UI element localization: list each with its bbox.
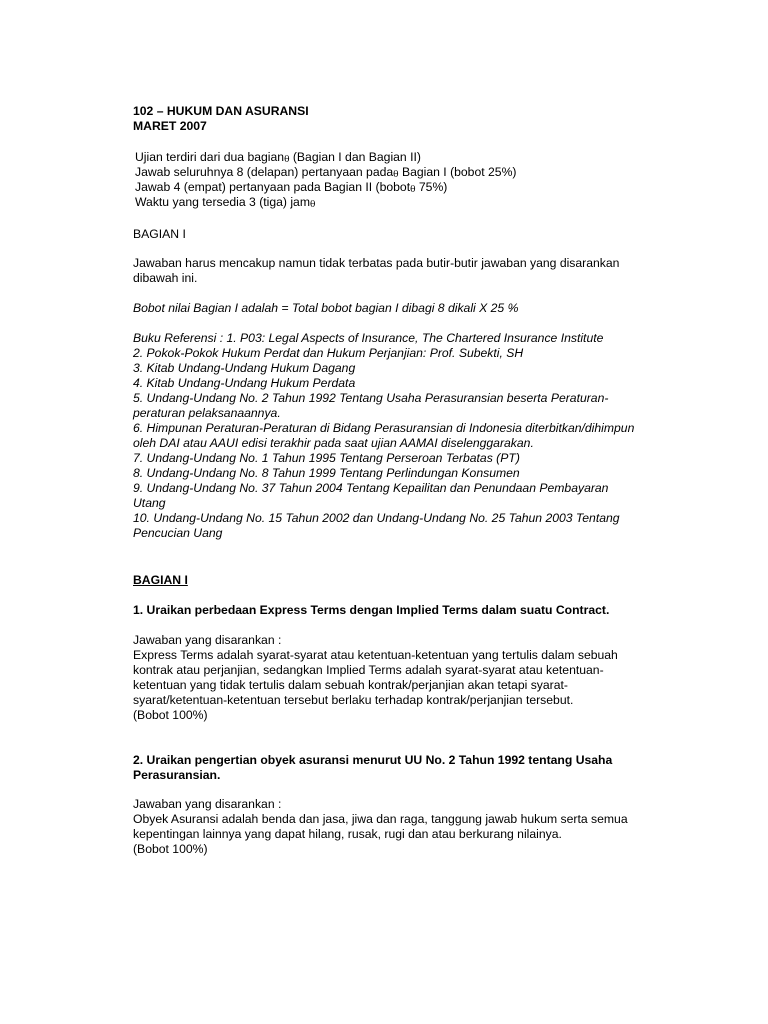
answer-label: Jawaban yang disarankan : [133,633,282,647]
reference-item: 4. Kitab Undang-Undang Hukum Perdata [133,376,356,390]
answer-label: Jawaban yang disarankan : [133,797,282,811]
exam-date: MARET 2007 [133,119,207,133]
answer-note: Jawaban harus mencakup namun tidak terbatas pada butir-butir jawaban yang disarankan dibawah ini. [133,256,620,285]
answer-line: ketentuan yang tidak tertulis dalam sebuah kontrak/perjanjian akan tetapi syarat- [133,678,568,692]
answer-line: kepentingan lainnya yang dapat hilang, rusak, rugi dan atau berkurang nilainya. [133,827,562,841]
score-note: Bobot nilai Bagian I adalah = Total bobot bagian I dibagi 8 dikali X 25 % [133,301,519,315]
question-1: 1. Uraikan perbedaan Express Terms dengan Implied Terms dalam suatu Contract. [133,603,610,617]
section-heading-underlined: BAGIAN I [133,573,188,587]
instruction-line: Ujian terdiri dari dua bagianθ (Bagian I dan Bagian II) [135,150,421,165]
reference-item: 7. Undang-Undang No. 1 Tahun 1995 Tentang Perseroan Terbatas (PT) [133,451,520,465]
theta-symbol: θ [410,185,416,195]
instruction-line: Waktu yang tersedia 3 (tiga) jamθ [135,195,316,210]
answer-1 [133,633,753,723]
reference-item: 10. Undang-Undang No. 15 Tahun 2002 dan Undang-Undang No. 25 Tahun 2003 Tentang [133,511,620,525]
reference-item: peraturan pelaksanaannya. [133,406,281,420]
reference-item: 2. Pokok-Pokok Hukum Perdat dan Hukum Perjanjian: Prof. Subekti, SH [133,346,524,360]
reference-item: 8. Undang-Undang No. 8 Tahun 1999 Tentang Perlindungan Konsumen [133,466,520,480]
answer-line: Obyek Asuransi adalah benda dan jasa, jiwa dan raga, tanggung jawab hukum serta semua [133,812,628,826]
reference-item: Buku Referensi : 1. P03: Legal Aspects of Insurance, The Chartered Insurance Institute [133,331,604,345]
exam-instructions [133,150,755,210]
theta-symbol: θ [284,155,290,165]
answer-2 [133,797,753,857]
reference-item: oleh DAI atau AAUI edisi terakhir pada saat ujian AAMAI diselenggarakan. [133,436,534,450]
weight-label: (Bobot 100%) [133,842,208,856]
reference-list [133,331,753,541]
answer-line: kontrak atau perjanjian, sedangkan Implied Terms adalah syarat-syarat atau ketentuan- [133,663,604,677]
theta-symbol: θ [310,200,316,210]
reference-item: Utang [133,496,166,510]
document-header [133,104,753,134]
weight-label: (Bobot 100%) [133,708,208,722]
reference-item: Pencucian Uang [133,526,223,540]
question-2: 2. Uraikan pengertian obyek asuransi menurut UU No. 2 Tahun 1992 tentang Usaha Perasuransian. [133,753,613,782]
reference-item: 6. Himpunan Peraturan-Peraturan di Bidang Perasuransian di Indonesia diterbitkan/dihimpun [133,421,635,435]
reference-item: 9. Undang-Undang No. 37 Tahun 2004 Tentang Kepailitan dan Penundaan Pembayaran [133,481,609,495]
answer-line: Express Terms adalah syarat-syarat atau ketentuan-ketentuan yang tertulis dalam sebuah [133,648,618,662]
answer-line: syarat/ketentuan-ketentuan tersebut berlaku terhadap kontrak/perjanjian tersebut. [133,693,574,707]
instruction-line: Jawab 4 (empat) pertanyaan pada Bagian II (bobotθ 75%) [135,180,448,195]
theta-symbol: θ [393,170,399,180]
reference-item: 3. Kitab Undang-Undang Hukum Dagang [133,361,356,375]
reference-item: 5. Undang-Undang No. 2 Tahun 1992 Tentang Usaha Perasuransian beserta Peraturan- [133,391,609,405]
section-heading: BAGIAN I [133,227,186,241]
exam-title: 102 – HUKUM DAN ASURANSI [133,104,309,118]
instruction-line: Jawab seluruhnya 8 (delapan) pertanyaan padaθ Bagian I (bobot 25%) [135,165,517,180]
